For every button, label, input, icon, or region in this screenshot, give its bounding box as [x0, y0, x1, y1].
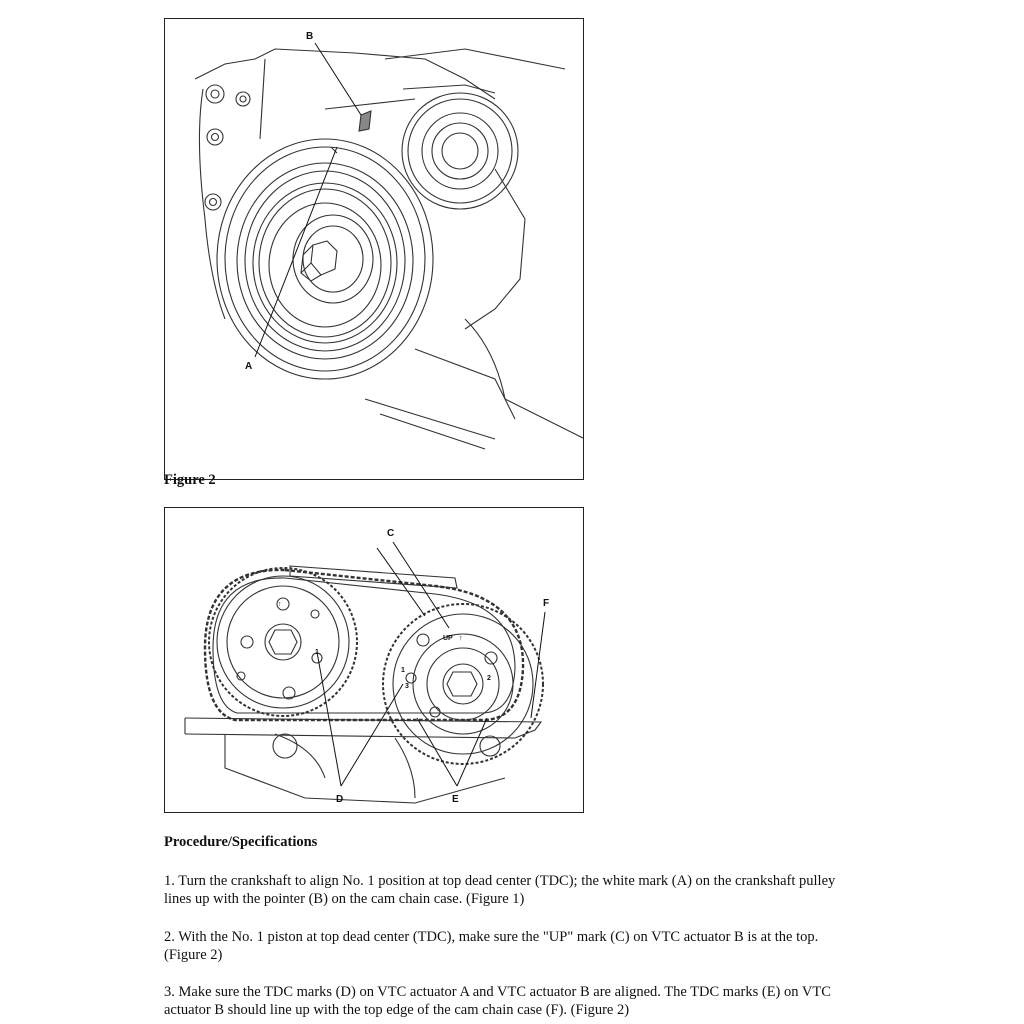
mark-three: 3	[405, 683, 409, 690]
procedure-heading: Procedure/Specifications	[164, 834, 318, 850]
callout-label-b: B	[306, 31, 314, 42]
figure-caption: Figure 2	[164, 472, 216, 488]
callout-label-c: C	[387, 528, 395, 539]
mark-one-b: 1	[401, 667, 405, 674]
figure-vtc-actuators	[164, 507, 584, 813]
mark-one-a: 1	[315, 649, 319, 656]
callout-label-f: F	[543, 598, 550, 609]
callout-label-e: E	[452, 794, 459, 805]
callout-label-d: D	[336, 794, 344, 805]
mark-up: UP	[443, 635, 453, 642]
procedure-step: 3. Make sure the TDC marks (D) on VTC actuator A and VTC actuator B are aligned. The TDC marks (E) on VTC actuator B should line up with the top edge of the cam chain case (F). (Figure 2)	[164, 984, 831, 1018]
crankshaft-pulley-illustration	[165, 19, 584, 480]
procedure-step: 1. Turn the crankshaft to align No. 1 position at top dead center (TDC); the white mark (A) on the crankshaft pulley lines up with the pointer (B) on the cam chain case. (Figure 1)	[164, 873, 836, 907]
mark-two: 2	[487, 675, 491, 682]
vtc-actuators-illustration	[165, 508, 584, 813]
callout-label-a: A	[245, 361, 253, 372]
mark-arrow-a: ↑	[278, 601, 282, 608]
mark-arrow-b: ↑	[459, 635, 463, 642]
procedure-step: 2. With the No. 1 piston at top dead center (TDC), make sure the "UP" mark (C) on VTC actuator B is at the top. (Figure 2)	[164, 929, 819, 963]
figure-crankshaft-pulley	[164, 18, 584, 480]
